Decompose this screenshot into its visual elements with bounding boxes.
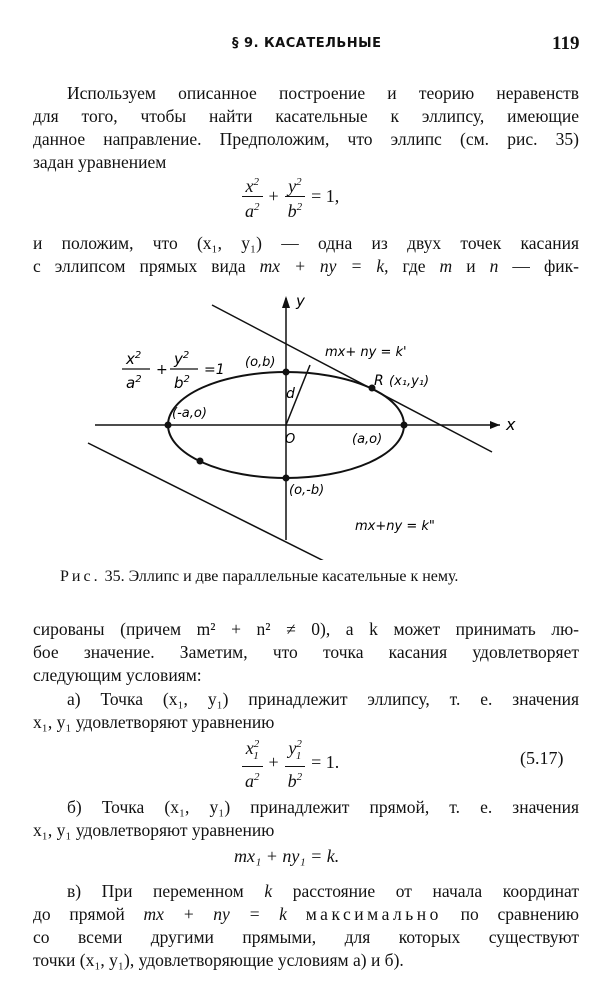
x-axis-arrow-icon xyxy=(490,421,500,429)
condition-a xyxy=(33,688,579,734)
y-axis-label: y xyxy=(296,292,305,310)
text-line: а) Точка (x₁, y₁) принадлежит эллипсу, т. е. значения xyxy=(67,689,579,709)
text-line: x₁, y₁ удовлетворяют уравнению xyxy=(33,820,275,840)
svg-text:b2: $b^2$ xyxy=(174,374,190,392)
origin-label: O xyxy=(285,432,296,447)
label-a0: (a,o) xyxy=(352,432,383,447)
label-d: d xyxy=(286,386,295,402)
label-line-top: mx+ ny = k' xyxy=(325,345,407,360)
text-line: до прямой mx + ny = k максимально по сравнению xyxy=(33,904,579,924)
text-line: следующим условиям: xyxy=(33,665,202,685)
paragraph-intro xyxy=(33,82,579,174)
label-0b: (o,b) xyxy=(245,355,276,370)
svg-text:=1: =1 xyxy=(204,362,225,378)
svg-text:y2: $y^2$ xyxy=(174,350,190,368)
point-lower-tangent xyxy=(197,458,204,465)
text-line: со всеми другими прямыми, для которых существуют xyxy=(33,927,579,947)
fraction-y: $\frac{y^2}{b^2}$ xyxy=(285,172,306,221)
condition-c xyxy=(33,880,579,972)
text-line: с эллипсом прямых вида mx + ny = k, где m и n — фик- xyxy=(33,256,579,276)
y-axis-arrow-icon xyxy=(282,296,290,308)
condition-b xyxy=(33,796,579,842)
tangent-line-top xyxy=(212,305,492,452)
text-line: Используем описанное построение и теорию неравенств xyxy=(67,83,579,103)
line-equation: mx₁ + ny₁ = k. xyxy=(234,846,340,866)
x-axis-label: x xyxy=(506,415,516,434)
point-0-minus-b xyxy=(283,475,290,482)
point-minus-a0 xyxy=(165,422,172,429)
text-line: и положим, что (x₁, y₁) — одна из двух точек касания xyxy=(33,233,579,253)
label-0-minus-b: (o,-b) xyxy=(289,483,325,498)
text-line: сированы (причем m² + n² ≠ 0), а k может принимать лю- xyxy=(33,619,579,639)
paragraph-tangent-points xyxy=(33,232,579,278)
svg-text:a2: $a^2$ xyxy=(126,374,142,392)
page-number: 119 xyxy=(552,33,580,54)
svg-text:x2: $x^2$ xyxy=(126,350,142,368)
tangent-line-bottom xyxy=(88,443,362,560)
equation-number: (5.17) xyxy=(520,748,564,768)
equation-5-17: $\frac{x^2_1}{a^2}$ + $\frac{y^2_1}{b^2}$ = 1. xyxy=(240,734,343,791)
running-header xyxy=(0,33,612,58)
figure-caption: Рис. 35. Эллипс и две параллельные касательные к нему. xyxy=(60,568,459,585)
figure-35 xyxy=(0,290,612,560)
text-line: для того, чтобы найти касательные к эллипсу, имеющие xyxy=(33,106,579,126)
point-0b xyxy=(283,369,290,376)
point-a0 xyxy=(401,422,408,429)
text-line: задан уравнением xyxy=(33,152,167,172)
fraction-x: $\frac{x^2}{a^2}$ xyxy=(242,172,263,221)
paragraph-conditions xyxy=(33,618,579,687)
label-R: R xyxy=(374,373,384,389)
ellipse-equation: $\frac{x^2}{a^2}$ + $\frac{y^2}{b^2}$ = 1, xyxy=(240,172,343,221)
text-line: точки (x₁, y₁), удовлетворяющие условиям а) и б). xyxy=(33,950,404,970)
text-line: б) Точка (x₁, y₁) принадлежит прямой, т. е. значения xyxy=(67,797,579,817)
svg-text:+: + xyxy=(156,362,168,378)
text-line: в) При переменном k расстояние от начала координат xyxy=(67,881,580,901)
text-line: x₁, y₁ удовлетворяют уравнению xyxy=(33,712,275,732)
label-R-coords: (x₁,y₁) xyxy=(389,374,430,389)
text-line: данное направление. Предположим, что эллипс (см. рис. 35) xyxy=(33,129,579,149)
label-line-bottom: mx+ny = k" xyxy=(355,519,435,534)
label-minus-a0: (-a,o) xyxy=(172,406,207,421)
section-title: § 9. КАСАТЕЛЬНЫЕ xyxy=(232,36,382,51)
text-line: бое значение. Заметим, что точка касания удовлетворяет xyxy=(33,642,579,662)
